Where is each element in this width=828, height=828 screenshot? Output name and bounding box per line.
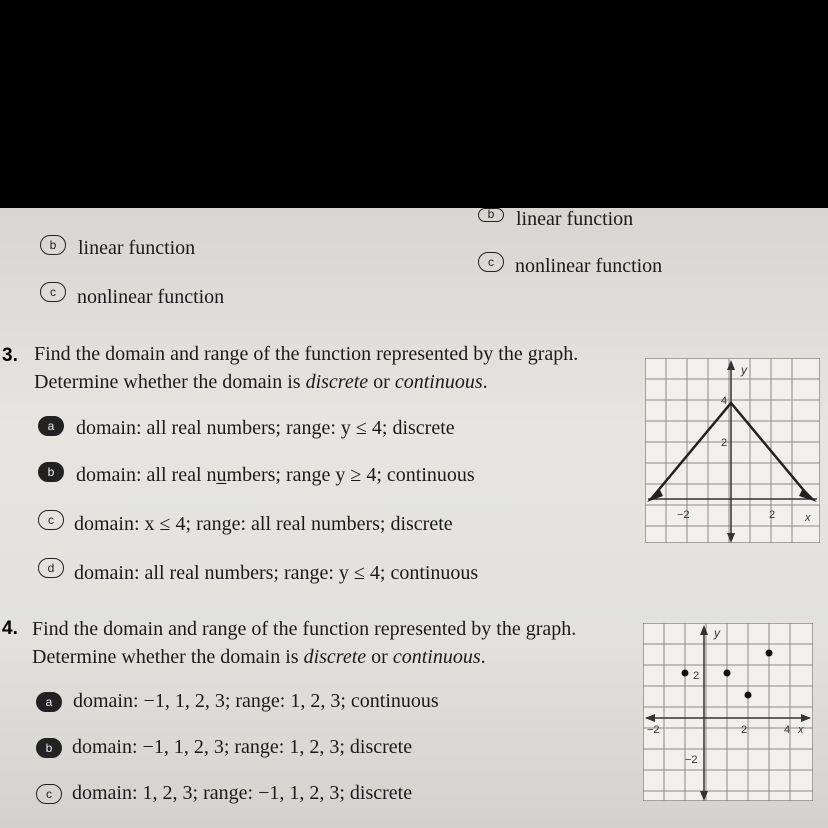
q4-graph	[643, 623, 813, 801]
y-axis-label: y	[741, 363, 747, 377]
option-badge-c[interactable]: c	[40, 282, 66, 302]
x-axis-label: x	[798, 724, 804, 736]
question-prompt-line1: Find the domain and range of the function represented by the graph.	[34, 343, 579, 365]
q3-graph	[645, 358, 820, 543]
option-text: nonlinear function	[515, 255, 663, 277]
option-text: domain: −1, 1, 2, 3; range: 1, 2, 3; discrete	[72, 736, 413, 758]
option-badge-a[interactable]: a	[38, 416, 64, 436]
tick-label: 2	[769, 509, 776, 521]
option-text: linear function	[78, 237, 196, 259]
option-text: domain: all real numbers; range: y ≤ 4; continuous	[74, 562, 479, 584]
tick-label: −2	[685, 754, 698, 766]
option-text: domain: x ≤ 4; range: all real numbers; discrete	[74, 513, 453, 535]
option-text: domain: 1, 2, 3; range: −1, 1, 2, 3; discrete	[72, 782, 413, 804]
question-prompt-line2: Determine whether the domain is discrete or continuous.	[34, 371, 488, 393]
tick-label: −2	[647, 724, 660, 736]
tick-label: 4	[721, 395, 728, 407]
question-prompt-line1: Find the domain and range of the function represented by the graph.	[32, 618, 577, 640]
tick-label: 4	[784, 724, 791, 736]
option-text: domain: all real numbers; range: y ≤ 4; discrete	[76, 417, 455, 439]
option-text: linear function	[516, 208, 634, 230]
option-badge-b[interactable]: b	[478, 208, 504, 222]
option-badge-c[interactable]: c	[38, 510, 64, 530]
option-text: nonlinear function	[77, 286, 225, 308]
option-badge-a[interactable]: a	[36, 692, 62, 712]
option-badge-b[interactable]: b	[40, 235, 66, 255]
y-axis-label: y	[714, 626, 720, 640]
question-number: 4.	[2, 618, 18, 639]
option-text: domain: −1, 1, 2, 3; range: 1, 2, 3; continuous	[73, 690, 439, 712]
x-axis-label: x	[805, 512, 811, 524]
worksheet-page	[0, 208, 828, 828]
option-badge-c[interactable]: c	[478, 252, 504, 272]
option-badge-b[interactable]: b	[38, 462, 64, 482]
option-text: domain: all real nu̲mbers; range y ≥ 4; continuous	[76, 464, 475, 486]
option-badge-b[interactable]: b	[36, 738, 62, 758]
tick-label: 2	[741, 724, 748, 736]
question-prompt-line2: Determine whether the domain is discrete or continuous.	[32, 646, 486, 668]
tick-label: −2	[677, 509, 690, 521]
question-number: 3.	[2, 345, 18, 366]
tick-label: 2	[721, 437, 728, 449]
option-badge-d[interactable]: d	[38, 558, 64, 578]
option-badge-c[interactable]: c	[36, 784, 62, 804]
tick-label: 2	[693, 670, 700, 682]
